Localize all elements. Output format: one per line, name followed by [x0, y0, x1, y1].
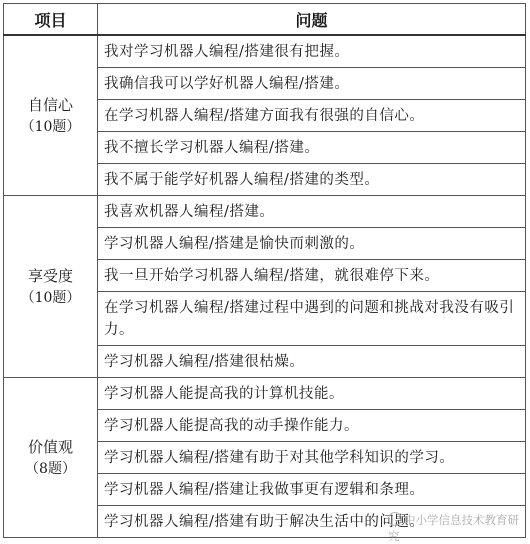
question-cell: 我喜欢机器人编程/搭建。 — [98, 196, 526, 228]
question-cell: 学习机器人编程/搭建让我做事更有逻辑和条理。 — [98, 474, 526, 506]
question-cell: 在学习机器人编程/搭建方面我有很强的自信心。 — [98, 100, 526, 132]
group-count: （10题） — [20, 118, 81, 135]
group-cell-confidence — [4, 35, 98, 196]
question-cell: 我对学习机器人编程/搭建很有把握。 — [98, 35, 526, 68]
group-name: 享受度 — [27, 266, 73, 285]
question-cell: 在学习机器人编程/搭建过程中遇到的问题和挑战对我没有吸引力。 — [98, 292, 526, 346]
survey-table — [3, 3, 526, 538]
group-count: （8题） — [25, 460, 76, 477]
question-cell: 学习机器人能提高我的动手操作能力。 — [98, 410, 526, 442]
question-cell: 我确信我可以学好机器人编程/搭建。 — [98, 68, 526, 100]
group-name: 价值观 — [27, 437, 73, 456]
group-name: 自信心 — [27, 95, 73, 114]
table-row — [4, 196, 526, 228]
question-cell: 学习机器人编程/搭建有助于解决生活中的问题。 — [98, 506, 526, 538]
header-item: 项目 — [4, 4, 98, 36]
group-count: （10题） — [20, 289, 81, 306]
table-row — [4, 378, 526, 410]
question-cell: 我不属于能学好机器人编程/搭建的类型。 — [98, 164, 526, 196]
question-cell: 我一旦开始学习机器人编程/搭建，就很难停下来。 — [98, 260, 526, 292]
wechat-icon — [388, 512, 402, 526]
header-row — [4, 4, 526, 36]
question-cell: 学习机器人编程/搭建是愉快而刺激的。 — [98, 228, 526, 260]
question-cell: 学习机器人编程/搭建很枯燥。 — [98, 346, 526, 378]
question-cell: 学习机器人能提高我的计算机技能。 — [98, 378, 526, 410]
group-cell-enjoyment — [4, 196, 98, 378]
question-cell: 学习机器人编程/搭建有助于对其他学科知识的学习。 — [98, 442, 526, 474]
watermark — [388, 512, 530, 544]
table-row — [4, 35, 526, 68]
question-cell: 我不擅长学习机器人编程/搭建。 — [98, 132, 526, 164]
group-cell-values — [4, 378, 98, 538]
header-question: 问题 — [98, 4, 526, 36]
watermark-text: 中小学信息技术教育研究 — [388, 513, 519, 543]
